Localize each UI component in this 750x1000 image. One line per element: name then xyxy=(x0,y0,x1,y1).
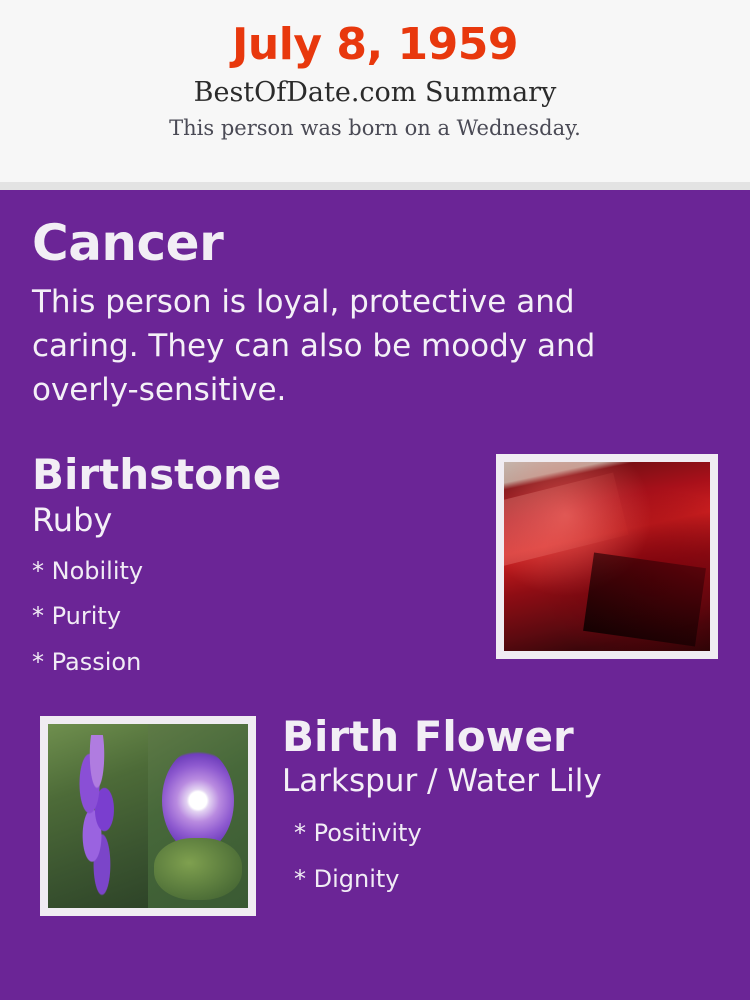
birth-flower-trait: * Dignity xyxy=(294,864,400,893)
birthstone-heading: Birthstone xyxy=(32,450,282,500)
card-header xyxy=(0,0,750,182)
birthstone-trait: * Nobility xyxy=(32,556,144,585)
birth-flower-text-block xyxy=(282,711,718,903)
birth-flower-image-frame xyxy=(40,716,256,916)
birthstone-section xyxy=(32,450,718,686)
site-summary-label: BestOfDate.com Summary xyxy=(193,77,557,109)
water-lily-photo xyxy=(148,724,248,908)
birthstone-trait: * Passion xyxy=(32,648,142,677)
birth-flower-heading: Birth Flower xyxy=(282,711,574,761)
page-title: July 8, 1959 xyxy=(232,19,518,70)
details-panel xyxy=(0,190,750,1000)
birth-flower-trait: * Positivity xyxy=(294,819,422,848)
birth-day-of-week: This person was born on a Wednesday. xyxy=(169,115,581,140)
zodiac-description: This person is loyal, protective and caring. They can also be moody and overly-sensitive. xyxy=(32,284,596,409)
birth-flower-section xyxy=(32,711,718,931)
birth-flower-name: Larkspur / Water Lily xyxy=(282,762,602,799)
birthstone-name: Ruby xyxy=(32,501,113,540)
birthstone-image-frame xyxy=(496,454,718,659)
zodiac-sign-name: Cancer xyxy=(32,214,224,272)
birthstone-trait: * Purity xyxy=(32,602,122,631)
ruby-gemstone-photo xyxy=(504,462,710,651)
larkspur-and-water-lily-photo xyxy=(48,724,248,908)
birthstone-text-block xyxy=(32,450,462,686)
larkspur-photo xyxy=(48,724,148,908)
header-divider xyxy=(0,182,750,190)
